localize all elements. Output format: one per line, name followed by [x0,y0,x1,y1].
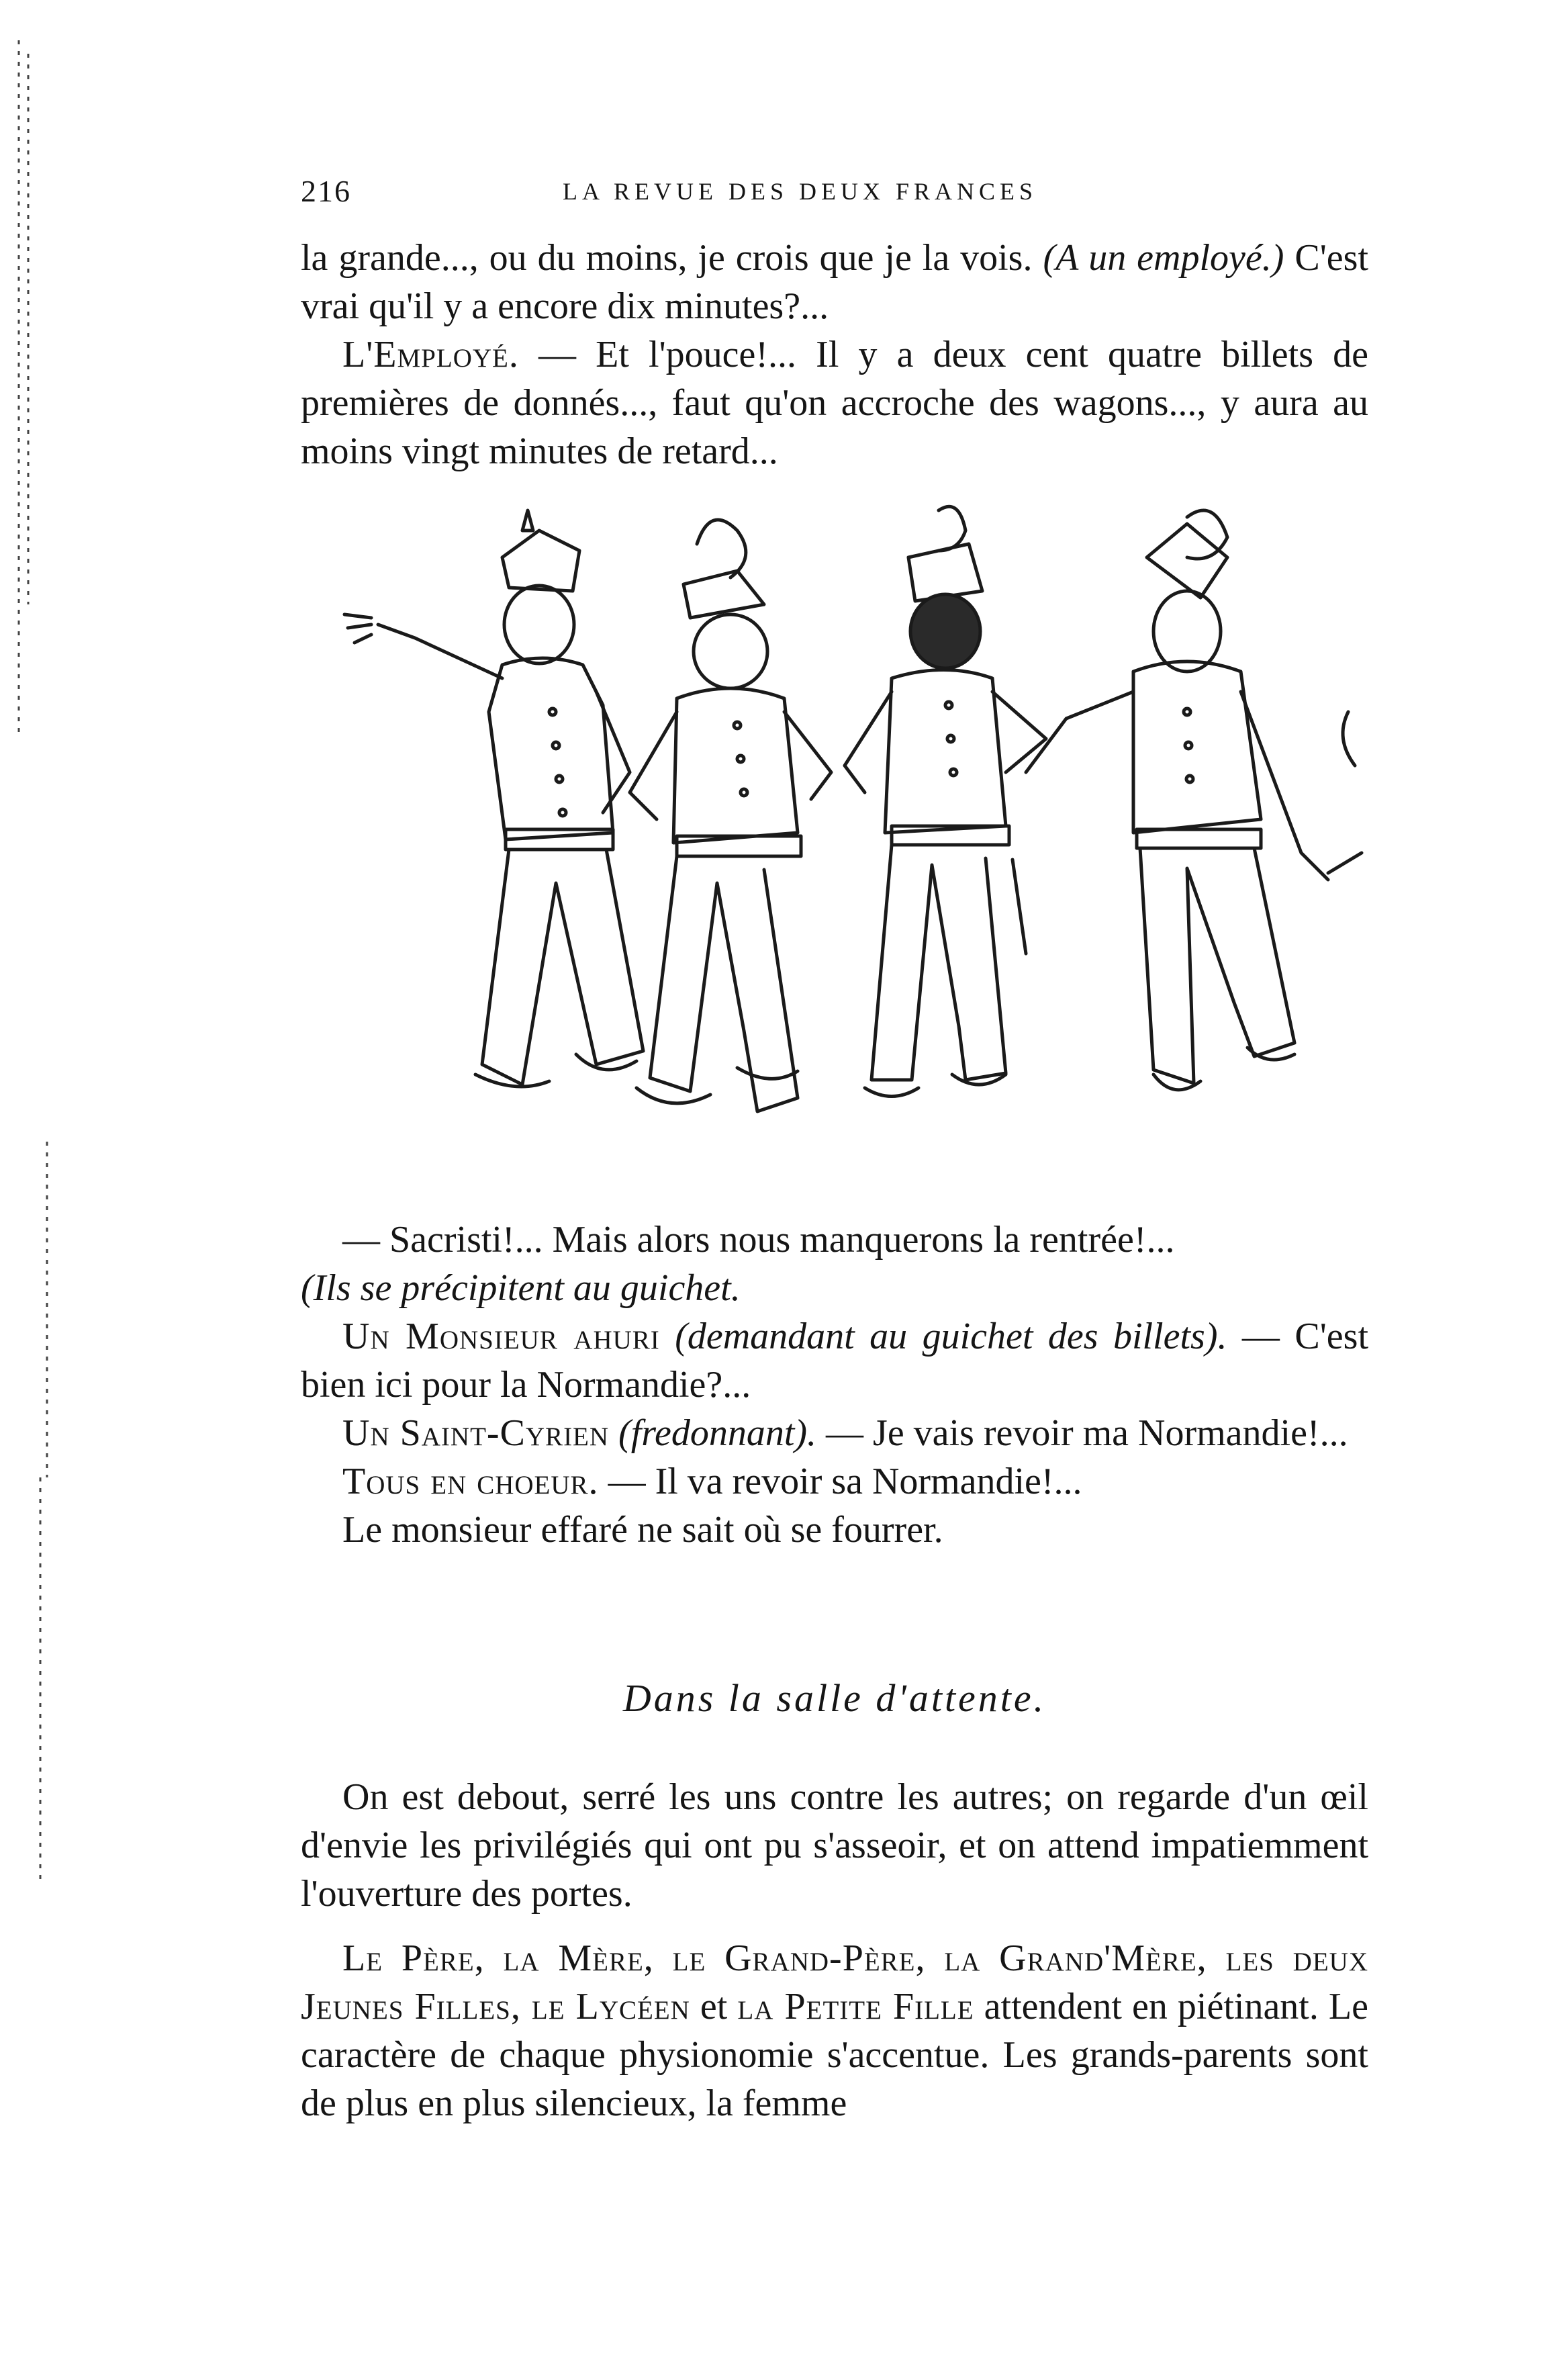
dialogue-paragraph [301,1312,1368,1409]
page-number: 216 [301,174,351,208]
scan-margin-marks [0,0,74,2380]
dialogue-text: — Et l'pouce!... Il y a deux cent quatre billets de premières de donnés..., faut qu'on accroche des wagons..., y aura au moins vingt minutes de retard... [301,334,1368,472]
speaker-name: Un Monsieur ahuri [342,1316,660,1357]
dialogue-text: — C'est bien ici pour la Normandie?... [301,1316,1369,1406]
text-span: la grande..., ou du moins, je crois que je la vois. [301,237,1043,279]
speaker-name: Tous en choeur. [342,1461,599,1502]
text-block-bottom [301,1934,1368,2127]
text-block-section [301,1773,1368,1918]
text-span: et [690,1986,738,2027]
text-block-middle [301,1216,1368,1554]
stage-direction: (demandant au guichet des billets). [675,1316,1227,1357]
dialogue-paragraph [301,330,1368,475]
speaker-name: la Petite Fille [737,1986,974,2027]
paragraph [301,1934,1368,2127]
speaker-name: L'Employé. [342,334,519,375]
dialogue-paragraph [301,1409,1368,1457]
page-header [301,173,1368,214]
text-span: C'est vrai qu'il y a encore dix minutes?... [301,237,1369,327]
dialogue-text: — Je vais revoir ma Normandie!... [816,1412,1348,1454]
soldier-figure [845,506,1046,1096]
stage-direction: (A un employé.) [1043,237,1284,279]
speaker-name: Le Père, la Mère, le Grand-Père, la Grand'Mère, les deux Jeunes Filles, le Lycéen [301,1937,1368,2027]
dialogue-paragraph: — Sacristi!... Mais alors nous manquerons la rentrée!... [342,1219,1175,1261]
dialogue-paragraph [301,1457,1368,1506]
paragraph: On est debout, serré les uns contre les autres; on regarde d'un œil d'envie les privilégiés qui ont pu s'asseoir, et on attend impatiemment l'ouverture des portes. [301,1776,1368,1915]
section-title: Dans la salle d'attente. [622,1676,1047,1720]
paragraph: Le monsieur effaré ne sait où se fourrer. [342,1509,943,1551]
soldiers-illustration [301,497,1368,1209]
paragraph [301,234,1368,330]
soldier-figure [344,510,643,1087]
stage-direction: (fredonnant). [618,1412,817,1454]
soldier-figure [630,520,831,1111]
text-span: attendent en piétinant. Le caractère de chaque physionomie s'accentue. Les grands-parents sont de plus en plus silencieux, la femme [301,1986,1368,2124]
running-head: LA REVUE DES DEUX FRANCES [563,178,1038,205]
stage-direction: (Ils se précipitent au guichet. [301,1267,741,1309]
text-block-top [301,234,1368,475]
dialogue-text: — Il va revoir sa Normandie!... [598,1461,1082,1502]
soldier-figure [1026,510,1362,1090]
speaker-name: Un Saint-Cyrien [342,1412,610,1454]
